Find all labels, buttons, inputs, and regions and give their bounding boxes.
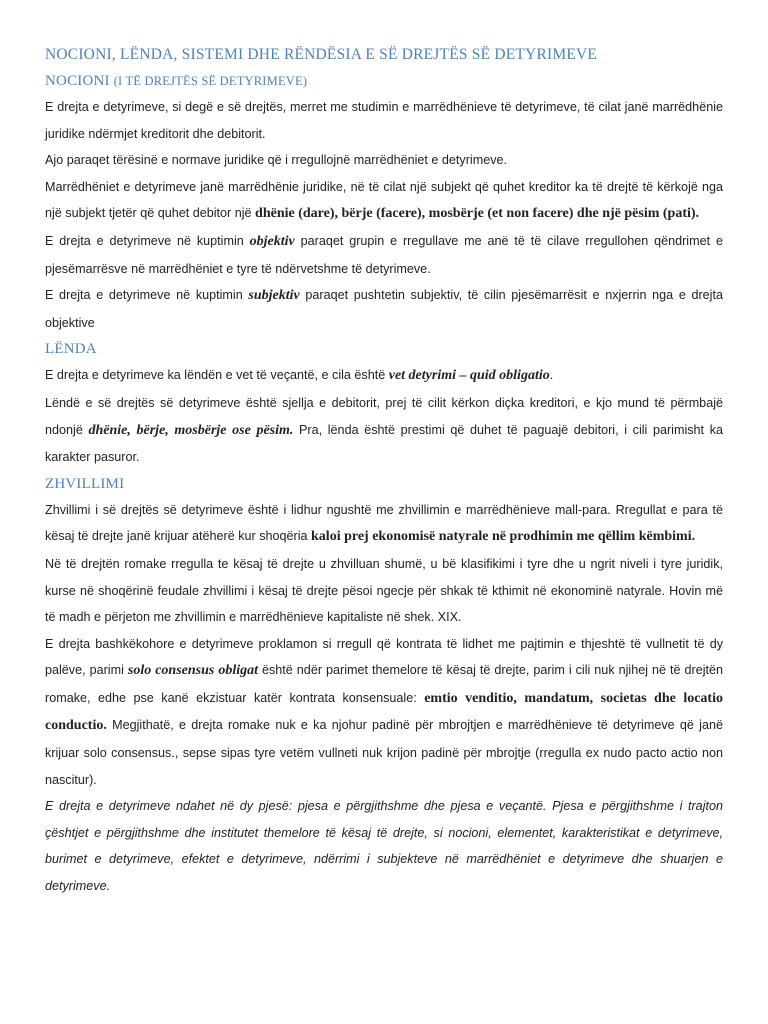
bold-run: kaloi prej ekonomisë natyrale në prodhimin me qëllim këmbimi. [311,529,696,545]
text-run: është ndër parimet themelore të kësaj të drejte, parim i cili nuk njihej në të drejtën romake, edhe pse kanë ekzistuar katër kontrata konsensuale: [45,663,723,705]
paragraph-nocioni-1: E drejta e detyrimeve, si degë e së drejtës, merret me studimin e marrëdhënieve të detyrimeve, të cilat janë marrëdhënie juridike ndërmjet kreditorit dhe debitorit. [45,100,723,141]
text-run: E drejta e detyrimeve ka lëndën e vet të veçantë, e cila është [45,368,389,383]
bold-italic-run: dhënie, bërje, mosbërje ose pësim. [88,422,294,438]
section-heading-nocioni [45,68,723,94]
bold-italic-run: subjektiv [248,288,300,304]
text-run: Marrëdhëniet e detyrimeve janë marrëdhënie juridike, në të cilat një subjekt që quhet kreditor ka të drejtë të kërkojë nga një subjekt tjetër që quhet debitor një [45,179,723,221]
page-title: NOCIONI, LËNDA, SISTEMI DHE RËNDËSIA E SË DREJTËS SË DETYRIMEVE [45,46,598,63]
text-run: Megjithatë, e drejta romake nuk e ka njohur padinë për mbrojtjen e marrëdhënieve të detyrimeve që janë krijuar solo consensus., sepse sipas tyre vetëm vullneti nuk krijon padinë për mbrojtje (rregulla ex nudo pacto actio non nascitur). [45,718,723,787]
text-run: E drejta e detyrimeve në kuptimin [45,288,249,303]
bold-italic-run: solo consensus obligat [127,663,259,679]
paragraph-nocioni-4 [45,228,723,282]
text-run: Zhvillimi i së drejtës së detyrimeve është i lidhur ngushtë me zhvillimin e marrëdhënieve mall-para. Rregullat e para të kësaj të drejte janë krijuar atëherë kur shoqëria [45,502,723,544]
bold-run: emtio venditio, mandatum, societas dhe locatio conductio. [45,690,723,734]
heading-nocioni-main: NOCIONI [45,73,110,89]
paragraph-zhvillimi-1 [45,497,723,551]
paragraph-zhvillimi-4: E drejta e detyrimeve ndahet në dy pjesë: pjesa e përgjithshme dhe pjesa e veçantë. Pjesa e përgjithshme i trajton çështjet e përgjithshme dhe institutet themelore të kësaj të drejte, si nocioni, elementet, karakteristikat e detyrimeve, burimet e detyrimeve, efektet e detyrimeve, ndërrimi i subjekteve në marrëdhëniet e detyrimeve dhe shuarjen e detyrimeve. [45,799,723,894]
paragraph-zhvillimi-2: Në të drejtën romake rregulla te kësaj të drejte u zhvilluan shumë, u bë klasifikimi i tyre dhe u ngrit niveli i tyre juridik, kurse në shoqërinë feudale zhvillimi i kësaj të drejte pësoi ngecje për shkak të kthimit në ekonominë natyrale. Hovin më të madh e përjeton me zhvillimin e marrëdhënieve kapitaliste në shek. XIX. [45,556,723,625]
paragraph-nocioni-2: Ajo paraqet tërësinë e normave juridike që i rregullojnë marrëdhëniet e detyrimeve. [45,153,508,168]
section-heading-lenda: LËNDA [45,341,97,358]
section-heading-zhvillimi: ZHVILLIMI [45,475,125,492]
text-run: E drejta e detyrimeve në kuptimin [45,233,250,248]
paragraph-zhvillimi-3 [45,631,723,794]
paragraph-lenda-1 [45,362,723,390]
paragraph-lenda-2 [45,390,723,471]
text-run: E drejta bashkëkohore e detyrimeve proklamon si rregull që kontrata të lidhet me pajtimin e thjeshtë të vullnetit të dy palëve, parimi [45,636,723,678]
bold-italic-run: objektiv [249,233,295,249]
text-run: . [549,368,554,383]
paragraph-nocioni-3 [45,174,723,228]
bold-italic-run: vet detyrimi – quid obligatio [388,368,550,384]
heading-nocioni-sub: (I TË DREJTËS SË DETYRIMEVE) [113,74,308,88]
bold-run: dhënie (dare), bërje (facere), mosbërje (et non facere) dhe një pësim (pati). [255,206,700,222]
paragraph-nocioni-5 [45,282,723,336]
text-run: paraqet grupin e rregullave me anë të të cilave rregullohen qëndrimet e pjesëmarrësve në marrëdhëniet e tyre të ndërvetshme të detyrimeve. [45,233,723,276]
text-run: Pra, lënda është prestimi që duhet të paguajë debitori, i cili parimisht ka karakter pasuror. [45,422,723,465]
document-page [45,42,723,900]
text-run: paraqet pushtetin subjektiv, të cilin pjesëmarrësit e nxjerrin nga e drejta objektive [45,288,723,330]
text-run: Lëndë e së drejtës së detyrimeve është sjellja e debitorit, prej të cilit kërkon diçka kreditori, e kjo mund të përmbajë ndonjë [45,395,723,437]
